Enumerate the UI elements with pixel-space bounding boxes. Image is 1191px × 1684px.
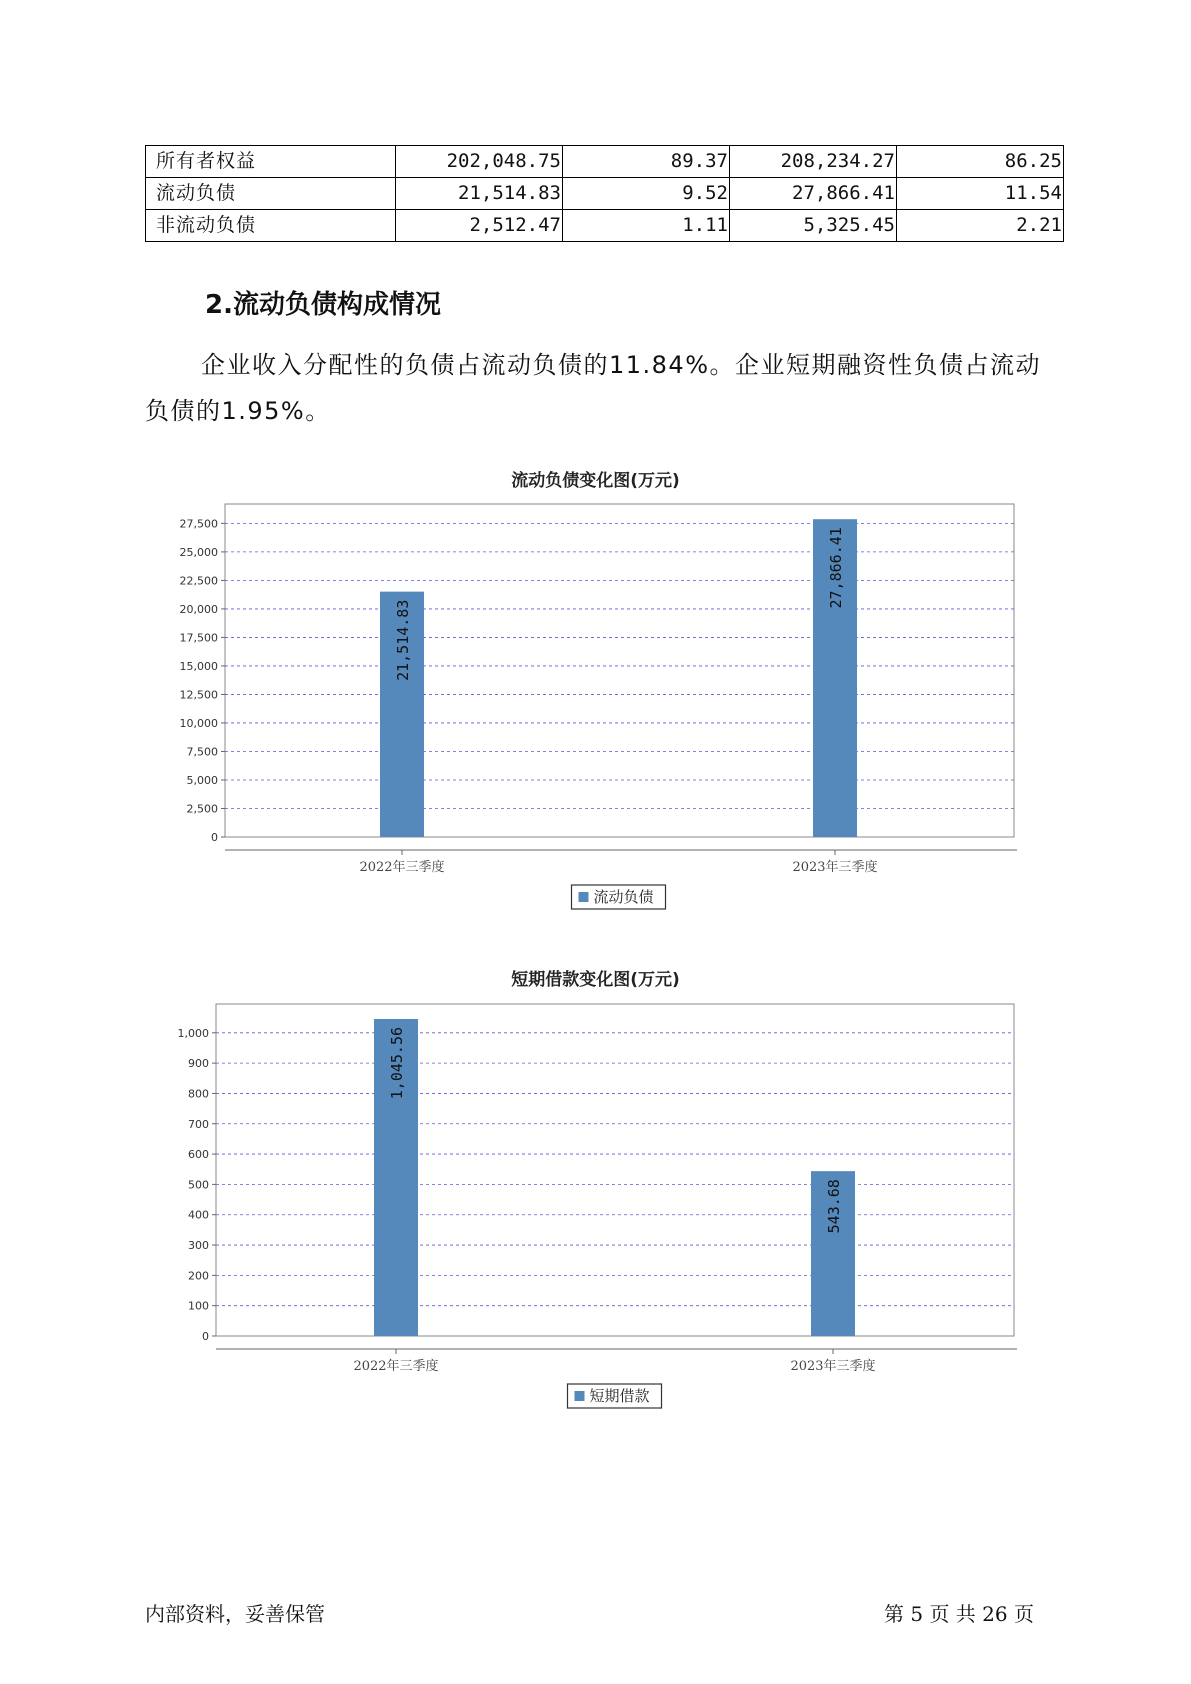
cell-value: 1.11: [563, 210, 730, 242]
footer-page-number: 第 5 页 共 26 页: [884, 1602, 1034, 1626]
x-tick-label: 2023年三季度: [790, 1359, 876, 1374]
y-tick-label: 800: [188, 1087, 209, 1101]
body-paragraph: 企业收入分配性的负债占流动负债的11.84%。企业短期融资性负债占流动负债的1.95%。: [145, 351, 1042, 425]
y-tick-label: 15,000: [179, 659, 218, 673]
cell-value: 208,234.27: [730, 146, 897, 178]
current-liabilities-chart: [0, 490, 1191, 910]
legend-label: 短期借款: [589, 1387, 650, 1405]
legend-swatch: [579, 892, 589, 902]
chart-title: 流动负债变化图(万元): [511, 471, 680, 491]
y-tick-label: 27,500: [179, 517, 218, 531]
x-tick-label: 2022年三季度: [359, 860, 445, 875]
table-row: [146, 178, 1064, 210]
cell-value: 5,325.45: [730, 210, 897, 242]
legend-swatch: [575, 1391, 585, 1401]
y-tick-label: 500: [188, 1178, 209, 1192]
legend-label: 流动负债: [593, 888, 654, 906]
x-tick-label: 2023年三季度: [792, 860, 878, 875]
cell-value: 86.25: [897, 146, 1064, 178]
y-tick-label: 300: [188, 1239, 209, 1253]
data-label: 1,045.56: [388, 1026, 406, 1100]
data-label: 21,514.83: [394, 599, 412, 681]
y-tick-label: 0: [202, 1330, 209, 1343]
y-tick-label: 25,000: [179, 545, 218, 559]
y-tick-label: 12,500: [179, 688, 218, 702]
cell-value: 2.21: [897, 210, 1064, 242]
cell-value: 202,048.75: [396, 146, 563, 178]
y-tick-label: 2,500: [186, 802, 218, 816]
table-row: [146, 210, 1064, 242]
section-heading: 2.流动负债构成情况: [205, 290, 441, 320]
y-tick-label: 700: [188, 1117, 209, 1131]
plot-area: [216, 1004, 1014, 1336]
cell-value: 9.52: [563, 178, 730, 210]
cell-value: 11.54: [897, 178, 1064, 210]
row-label: 所有者权益: [146, 146, 396, 178]
y-tick-label: 7,500: [186, 745, 218, 759]
cell-value: 27,866.41: [730, 178, 897, 210]
y-tick-label: 17,500: [179, 631, 218, 645]
cell-value: 21,514.83: [396, 178, 563, 210]
chart-title: 短期借款变化图(万元): [511, 970, 680, 990]
short-term-loans-chart: [0, 990, 1191, 1410]
footer-confidential: 内部资料，妥善保管: [145, 1602, 325, 1626]
y-tick-label: 5,000: [186, 773, 218, 787]
table-row: [146, 146, 1064, 178]
data-label: 27,866.41: [827, 527, 845, 609]
row-label: 非流动负债: [146, 210, 396, 242]
x-tick-label: 2022年三季度: [353, 1359, 439, 1374]
cell-value: 89.37: [563, 146, 730, 178]
data-label: 543.68: [825, 1179, 843, 1234]
y-tick-label: 200: [188, 1269, 209, 1283]
y-tick-label: 10,000: [179, 716, 218, 730]
y-tick-label: 400: [188, 1208, 209, 1222]
plot-area: [225, 504, 1014, 837]
y-tick-label: 20,000: [179, 602, 218, 616]
y-tick-label: 22,500: [179, 574, 218, 588]
y-tick-label: 600: [188, 1148, 209, 1162]
row-label: 流动负债: [146, 178, 396, 210]
y-tick-label: 0: [211, 831, 218, 844]
y-tick-label: 100: [188, 1299, 209, 1313]
y-tick-label: 1,000: [177, 1026, 209, 1040]
y-tick-label: 900: [188, 1057, 209, 1071]
cell-value: 2,512.47: [396, 210, 563, 242]
financial-table: [145, 145, 1064, 242]
